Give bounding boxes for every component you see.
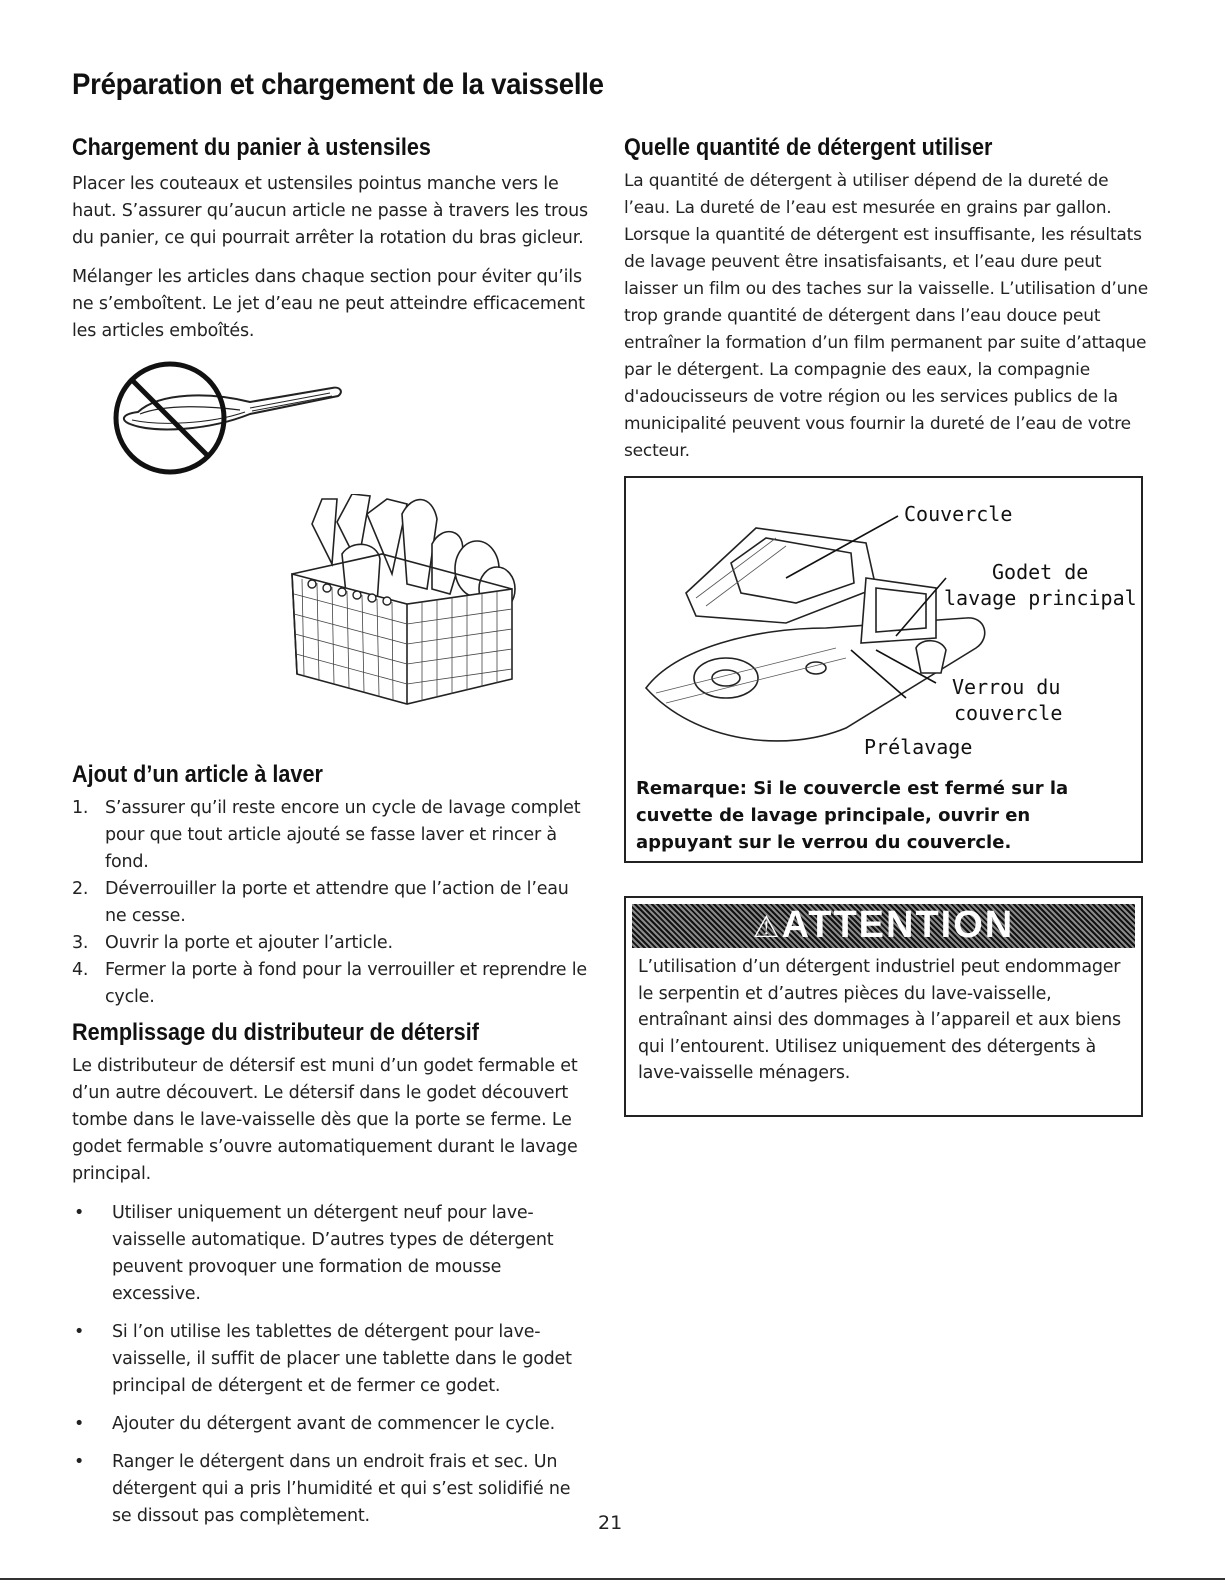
section-heading-utensil-basket: Chargement du panier à ustensiles (72, 134, 431, 161)
bullet-icon: • (74, 1414, 85, 1434)
list-item (72, 876, 592, 930)
utensil-para-1: Placer les couteaux et ustensiles pointus manche vers le haut. S’assurer qu’aucun article ne passe à travers les trous du panier, ce qui pourrait arrêter la rotation du bras gicleur. (72, 174, 588, 248)
step-text: Déverrouiller la porte et attendre que l’action de l’eau ne cesse. (105, 879, 569, 926)
page-number: 21 (598, 1512, 623, 1534)
step-text: Fermer la porte à fond pour la verrouiller et reprendre le cycle. (105, 960, 587, 1007)
list-item (72, 1200, 572, 1308)
page-title: Préparation et chargement de la vaisselle (72, 68, 604, 101)
label-godet-line1: Godet de (992, 560, 1089, 584)
step-text: Ouvrir la porte et ajouter l’article. (105, 933, 393, 953)
bullet-icon: • (74, 1322, 85, 1342)
bullet-icon: • (74, 1203, 85, 1223)
utensil-basket-text (72, 171, 592, 345)
no-nesting-spoon-illustration (100, 352, 350, 484)
attention-banner (632, 904, 1135, 948)
list-item (72, 1411, 572, 1438)
bullet-text: Si l’on utilise les tablettes de détergent pour lave-vaisselle, il suffit de placer une tablette dans le godet principal de détergent et de fermer ce godet. (112, 1322, 572, 1396)
list-item (72, 1319, 572, 1400)
dispenser-para: Le distributeur de détersif est muni d’un godet fermable et d’un autre découvert. Le détersif dans le godet découvert tombe dans le lave-vaisselle dès que la porte se ferme. Le godet fermable s’ouvre automatiquement durant le lavage principal. (72, 1056, 578, 1184)
step-number: 2. (72, 879, 89, 899)
bullet-text: Utiliser uniquement un détergent neuf pour lave-vaisselle automatique. D’autres types de détergent peuvent provoquer une formation de mousse excessive. (112, 1203, 554, 1304)
bullet-text: Ajouter du détergent avant de commencer le cycle. (112, 1414, 555, 1434)
dispenser-diagram-box (624, 476, 1143, 863)
step-number: 1. (72, 798, 89, 818)
warning-triangle-icon: ⚠ (752, 910, 782, 945)
add-item-steps (72, 795, 592, 1011)
label-godet-line2: lavage principal (944, 586, 1137, 610)
attention-text: L’utilisation d’un détergent industriel peut endommager le serpentin et d’autres pièces du lave-vaisselle, entraînant ainsi des dommages à l’appareil et aux biens qui l’entourent. Utilisez uniquement des détergents à lave-vaisselle ménagers. (638, 957, 1121, 1083)
label-prelavage: Prélavage (864, 735, 973, 759)
list-item (72, 930, 592, 957)
label-couvercle: Couvercle (904, 502, 1013, 526)
diagram-note: Remarque: Si le couvercle est fermé sur la cuvette de lavage principale, ouvrir en appuyant sur le verrou du couvercle. (636, 778, 1069, 853)
attention-title-text: ATTENTION (781, 904, 1015, 946)
utensil-para-2: Mélanger les articles dans chaque section pour éviter qu’ils ne s’emboîtent. Le jet d’eau ne peut atteindre efficacement les articles emboîtés. (72, 267, 585, 341)
attention-box (624, 896, 1143, 1117)
detergent-bullets (72, 1200, 572, 1541)
section-heading-add-item: Ajout d’un article à laver (72, 761, 323, 788)
detergent-amount-para: La quantité de détergent à utiliser dépend de la dureté de l’eau. La dureté de l’eau est mesurée en grains par gallon. Lorsque la quantité de détergent est insuffisante, les résultats de lavage peuvent être insatisfaisants, et l’eau dure peut laisser un film ou des taches sur la vaisselle. L’utilisation d’une trop grande quantité de détergent dans l’eau douce peut entraîner la formation d’un film permanent par suite d’attaque par le détergent. La compagnie des eaux, la compagnie d'adoucisseurs de votre région ou les services publics de la municipalité peuvent vous fournir la dureté de l’eau de votre secteur. (624, 171, 1148, 461)
list-item (72, 1449, 572, 1530)
bottom-divider (0, 1578, 1225, 1580)
list-item (72, 957, 592, 1011)
bullet-icon: • (74, 1452, 85, 1472)
attention-title (632, 904, 1135, 949)
utensil-basket-illustration (282, 494, 522, 709)
bullet-text: Ranger le détergent dans un endroit frais et sec. Un détergent qui a pris l’humidité et qui s’est solidifié ne se dissout pas complètement. (112, 1452, 571, 1526)
step-number: 3. (72, 933, 89, 953)
label-verrou-line2: couvercle (954, 701, 1063, 725)
section-heading-detergent-amount: Quelle quantité de détergent utiliser (624, 134, 993, 161)
step-text: S’assurer qu’il reste encore un cycle de lavage complet pour que tout article ajouté se fasse laver et rincer à fond. (105, 798, 581, 872)
list-item (72, 795, 592, 876)
label-verrou-line1: Verrou du (952, 675, 1061, 699)
step-number: 4. (72, 960, 89, 980)
section-heading-detergent-dispenser: Remplissage du distributeur de détersif (72, 1019, 479, 1046)
